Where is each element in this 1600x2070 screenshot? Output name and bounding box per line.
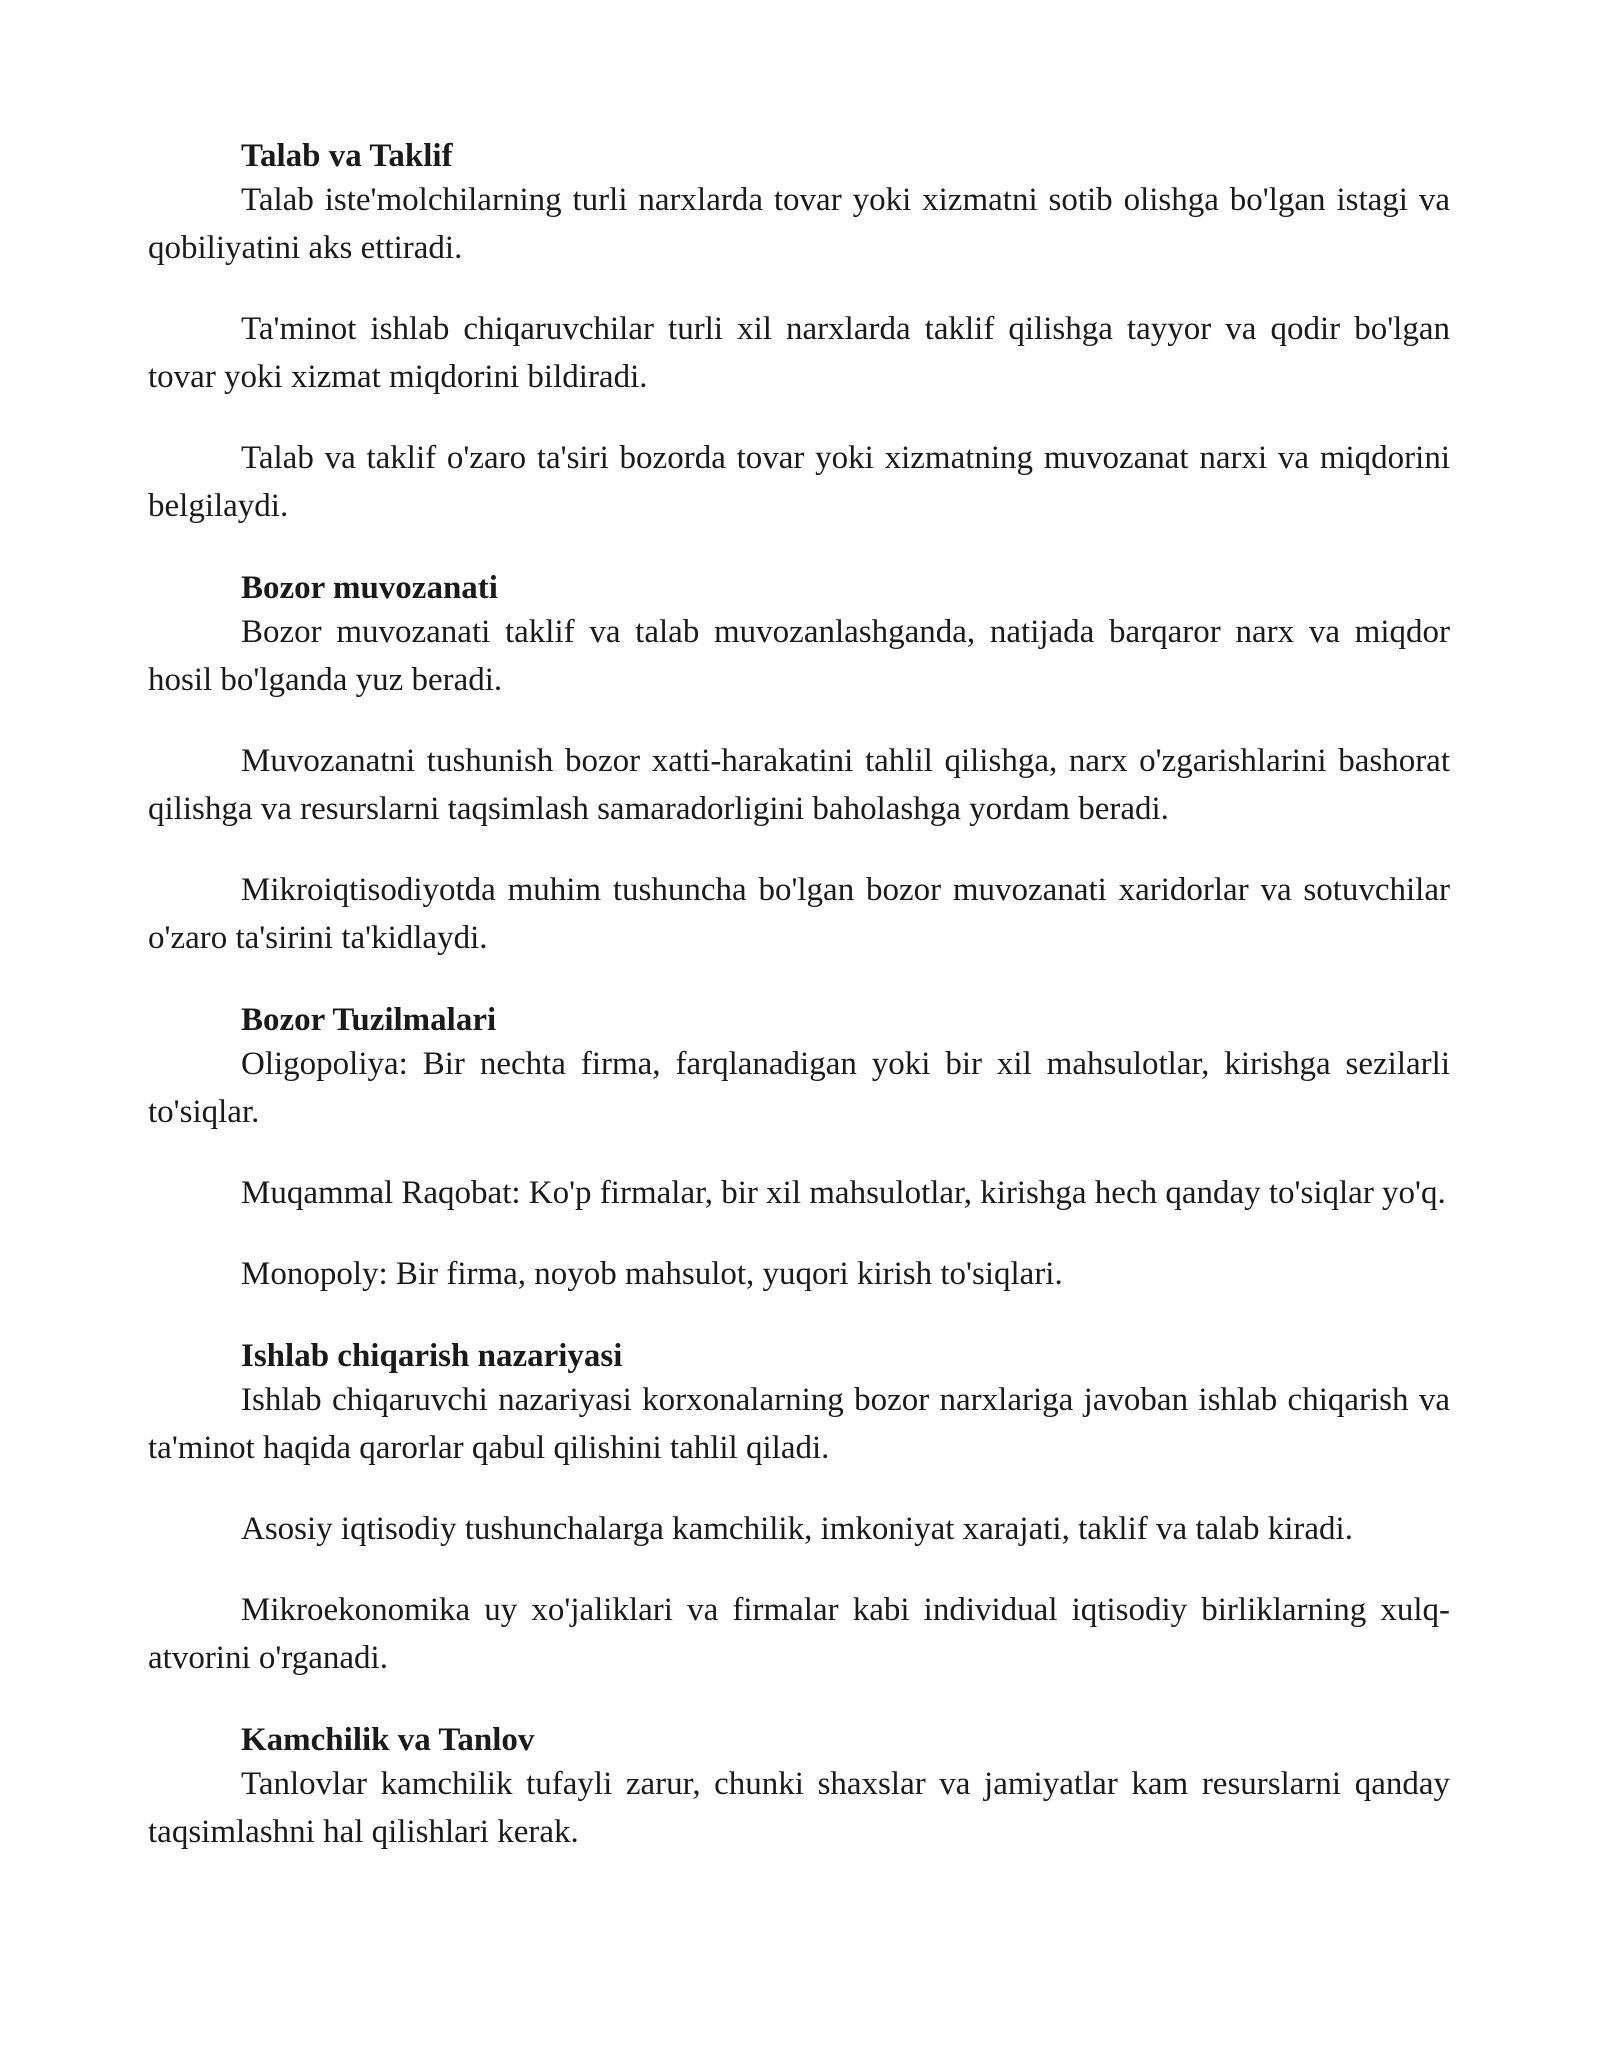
paragraph: Oligopoliya: Bir nechta firma, farqlanadigan yoki bir xil mahsulotlar, kirishga sezilarli to'siqlar. <box>148 1046 1450 1130</box>
section-heading: Ishlab chiqarish nazariyasi <box>241 1338 623 1374</box>
paragraph: Muqammal Raqobat: Ko'p firmalar, bir xil mahsulotlar, kirishga hech qanday to'siqlar yo'q. <box>241 1175 1446 1211</box>
paragraph: Talab iste'molchilarning turli narxlarda tovar yoki xizmatni sotib olishga bo'lgan istagi va qobiliyatini aks ettiradi. <box>148 182 1450 266</box>
section-ishlab-chiqarish-nazariyasi <box>148 1336 1450 1682</box>
section-heading: Bozor Tuzilmalari <box>241 1002 497 1038</box>
paragraph: Mikroekonomika uy xo'jaliklari va firmalar kabi individual iqtisodiy birliklarning xulq-atvorini o'rganadi. <box>148 1592 1450 1676</box>
paragraph: Monopoly: Bir firma, noyob mahsulot, yuqori kirish to'siqlari. <box>241 1256 1063 1292</box>
document-page <box>148 136 1450 1894</box>
section-heading: Kamchilik va Tanlov <box>241 1722 535 1758</box>
paragraph: Ishlab chiqaruvchi nazariyasi korxonalarning bozor narxlariga javoban ishlab chiqarish va ta'minot haqida qarorlar qabul qilishini tahlil qiladi. <box>148 1382 1450 1466</box>
paragraph: Ta'minot ishlab chiqaruvchilar turli xil narxlarda taklif qilishga tayyor va qodir bo'lgan tovar yoki xizmat miqdorini bildiradi. <box>148 311 1450 395</box>
paragraph: Muvozanatni tushunish bozor xatti-harakatini tahlil qilishga, narx o'zgarishlarini bashorat qilishga va resurslarni taqsimlash samaradorligini baholashga yordam beradi. <box>148 743 1450 827</box>
paragraph: Talab va taklif o'zaro ta'siri bozorda tovar yoki xizmatning muvozanat narxi va miqdorini belgilaydi. <box>148 440 1450 524</box>
section-bozor-tuzilmalari <box>148 1000 1450 1298</box>
section-talab-va-taklif <box>148 136 1450 530</box>
paragraph: Bozor muvozanati taklif va talab muvozanlashganda, natijada barqaror narx va miqdor hosil bo'lganda yuz beradi. <box>148 614 1450 698</box>
section-bozor-muvozanati <box>148 568 1450 962</box>
paragraph: Asosiy iqtisodiy tushunchalarga kamchilik, imkoniyat xarajati, taklif va talab kiradi. <box>241 1511 1353 1547</box>
section-kamchilik-va-tanlov <box>148 1720 1450 1856</box>
section-heading: Bozor muvozanati <box>241 570 498 606</box>
paragraph: Mikroiqtisodiyotda muhim tushuncha bo'lgan bozor muvozanati xaridorlar va sotuvchilar o'zaro ta'sirini ta'kidlaydi. <box>148 872 1450 956</box>
paragraph: Tanlovlar kamchilik tufayli zarur, chunki shaxslar va jamiyatlar kam resurslarni qanday taqsimlashni hal qilishlari kerak. <box>148 1766 1450 1850</box>
section-heading: Talab va Taklif <box>241 138 453 174</box>
